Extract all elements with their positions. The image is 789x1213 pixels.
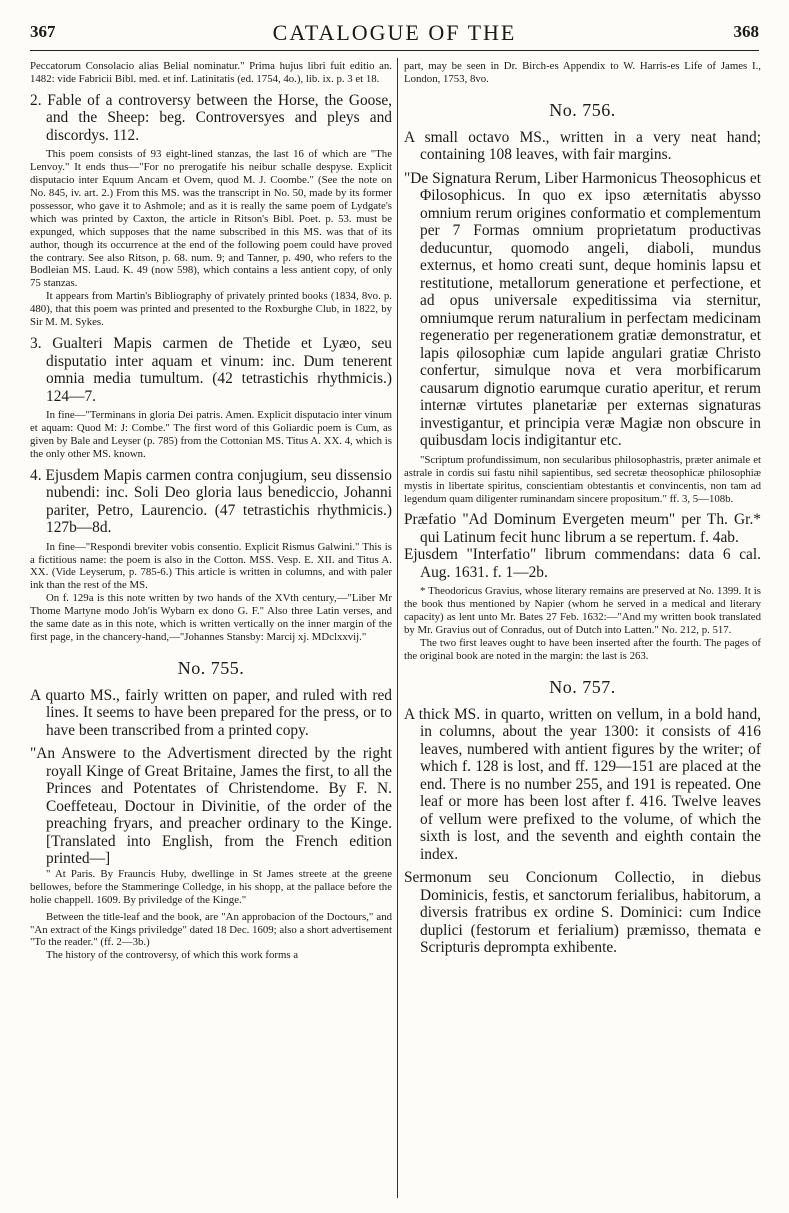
article-4-note-2: On f. 129a is this note written by two hands of the XVth century,—"Liber Mr Thome Martyne modo Joh'is Wybarn ex dono G. F." Also three Latin verses, and the same date as in this note, which is written vertically on the inner margin of the first page, in the chancery-hand,—"Johannes Stansby: Marcij xj. MDclxxvij." [30, 592, 392, 643]
entry-756-quote: "Scriptum profundissimum, non secularibus philosophastris, præter animale et astrale in cordis sui fastu nihil sapientibus, sed secretæ theosophicæ philosophiæ mystis in libertate spiritus, conscientiam obtestantis et convincentis, non tam ad legendum quam diligenter ruminandam sincere propositum." ff. 3, 5—108b. [404, 453, 761, 505]
article-2-note: This poem consists of 93 eight-lined stanzas, the last 16 of which are "The Lenvoy." It ends thus—"For no prerogatife his neibur schalle despyse. Explicit disputacio inter Equum Ancam et Ovem, quod M. J. Coombe." (See the note on No. 845, iv. art. 2.) From this MS. was the transcript in No. 50, made by its former possessor, who gave it to Ashmole; and as it is really the same poem of Lydgate's which was printed by Caxton, the article in Ritson's Bibl. Poet. p. 53. must be expunged, which supposes that the name subscribed in this MS. was that of its author, though its occurrence at the end of the following poem could have proved the contrary. See also Ritson, p. 68. num. 9; and Tanner, p. 490, who refers to the Bodleian MS. Laud. K. 49 (now 598), which contains a less antient copy, of only 75 stanzas. [30, 148, 392, 290]
page-header [30, 20, 759, 51]
page-number-left: 367 [30, 22, 56, 41]
entry-755-note: Between the title-leaf and the book, are "An approbacion of the Doctours," and "An extract of the Kings priviledge" dated 18 Dec. 1609; also a short advertisement "To the reader." (ff. 2—3b.) [30, 910, 392, 949]
entry-757-description: A thick MS. in quarto, written on vellum, in a bold hand, in columns, about the year 1300: it consists of 416 leaves, numbered with antient figures by the writer; of which f. 128 is lost, and ff. 129—151 are placed at the end. There is no number 255, and 191 is repeated. One leaf or more has been lost after f. 416. Twelve leaves of vellum were prefixed to the volume, of which the sixth is lost, and the seventh and eighth contain the index. [404, 705, 761, 863]
entry-756-interfatio: Ejusdem "Interfatio" librum commendans: data 6 cal. Aug. 1631. f. 1—2b. [404, 546, 761, 581]
column-divider [397, 58, 398, 1198]
entry-755-description: A quarto MS., fairly written on paper, and ruled with red lines. It seems to have been prepared for the press, or to have been transcribed from a printed copy. [30, 686, 392, 739]
article-4: 4. Ejusdem Mapis carmen contra conjugium, seu dissensio nubendi: inc. Soli Deo gloria laus benediccio, Johanni pariter, Petro, Laurencio. (47 tetrastichis rhythmicis.) 127b—8d. [30, 466, 392, 537]
left-column [30, 60, 392, 962]
article-3-note: In fine—"Terminans in gloria Dei patris. Amen. Explicit disputacio inter vinum et aquam: Quod M: J: Combe." The first word of this Goliardic poem is Cum, as given by Bale and Leyser (p. 785) from the Cottonian MS. Titus A. XX. 4, which is the only other MS. known. [30, 409, 392, 460]
entry-756-footnote: * Theodoricus Gravius, whose literary remains are preserved at No. 1399. It is the book thus mentioned by Napier (whom he served in a medical and literary capacity) as lent unto Mr. Bates 27 Feb. 1632:—"And my written book translated by Mr. Gravius out of Conradus, out of Dutch into Latten." No. 212, p. 517. [404, 585, 761, 637]
entry-755-note-2: The history of the controversy, of which this work forms a [46, 949, 299, 962]
entry-756-title: "De Signatura Rerum, Liber Harmonicus Theosophicus et Φilosophicus. In quo ex ipso æternitatis abysso omnium rerum origines conformatio et complementum per 7 Formas omnium proprietatum productivas deducuntur, quomodo angeli, diaboli, mundus externus, et homo creati sunt, deque hominis lapsu et restitutione, metallorum generatione et perfectione, et ad opus universale expeditissima via sternitur, omniumque rerum naturalium in perfectam medicinam regeneratio per regenerationem gratiæ demonstratur, et lapis φilosophiæ cum lapide angulari gratiæ Christo confertur, simulque nova et vera morbificarum causarum dignotio earumque curatio aperitur, et rerum internæ virtutes planetariæ per externas signaturas investigantur, et principia veræ Magiæ non obscure in quibusdam locis indigitantur etc. [404, 169, 761, 450]
page-number-right: 368 [733, 22, 759, 41]
entry-756-description: A small octavo MS., written in a very neat hand; containing 108 leaves, with fair margins. [404, 128, 761, 164]
article-2-note-2: It appears from Martin's Bibliography of privately printed books (1834, 8vo. p. 480), that this poem was printed and presented to the Roxburghe Club, in 1822, by Sir M. M. Sykes. [30, 290, 392, 329]
entry-756-preface: Præfatio "Ad Dominum Evergeten meum" per Th. Gr.* qui Latinum fecit hunc librum a se repertum. f. 4ab. [404, 511, 761, 546]
right-column [404, 60, 761, 957]
entry-heading-755: No. 755. [177, 657, 245, 678]
entry-756-note: The two first leaves ought to have been inserted after the fourth. The pages of the original book are noted in the margin: the last is 263. [404, 637, 761, 662]
entry-heading-757: No. 757. [549, 676, 616, 697]
entry-755-imprint: " At Paris. By Frauncis Huby, dwellinge in St James streete at the greene bellowes, before the Stammeringe Colledge, in his shopp, at the pallace before the holie chappell. 1609. By priviledge of the Kinge." [30, 867, 392, 906]
continued-note-right: part, may be seen in Dr. Birch-es Appendix to W. Harris-es Life of James I., London, 1753, 8vo. [404, 60, 761, 85]
article-2: 2. Fable of a controversy between the Horse, the Goose, and the Sheep: beg. Controversyes and pleys and discordys. 112. [30, 91, 392, 144]
entry-755-title: "An Answere to the Advertisment directed by the right royall Kinge of Great Britaine, James the first, to all the Princes and Potentates of Christendome. By F. N. Coeffeteau, Doctour in Divinitie, of the order of the preaching fryars, and preacher ordinary to the Kinge. [Translated into English, from the French edition printed—] [30, 745, 392, 868]
article-3: 3. Gualteri Mapis carmen de Thetide et Lyæo, seu disputatio inter aquam et vinum: inc. Dum tenerent omnia media tumultum. (42 tetrastichis rhythmicis.) 124—7. [30, 335, 392, 405]
continued-note: Peccatorum Consolacio alias Belial nominatur." Prima hujus libri fuit editio an. 1482: vide Fabricii Bibl. med. et inf. Latinitatis (ed. 1754, 4o.), lib. ix. p. 3 et 18. [30, 60, 392, 85]
entry-heading-756: No. 756. [549, 99, 616, 120]
article-4-note: In fine—"Respondi breviter vobis consentio. Explicit Rismus Galwini." This is a fictitious name: the poem is also in the Cotton. MSS. Vesp. E. XII. and Titus A. XX. (Vide Leyserum, p. 785-6.) This article is written in columns, and with paler ink than the rest of the MS. [30, 540, 392, 592]
running-title: CATALOGUE OF THE [272, 20, 517, 45]
entry-757-title: Sermonum seu Concionum Collectio, in diebus Dominicis, festis, et sanctorum ferialibus, habitorum, a diversis fratribus ex ordine S. Dominici: cum Indice duplici (festorum et ferialium) præmisso, themata e Scripturis deprompta exhibente. [404, 869, 761, 957]
